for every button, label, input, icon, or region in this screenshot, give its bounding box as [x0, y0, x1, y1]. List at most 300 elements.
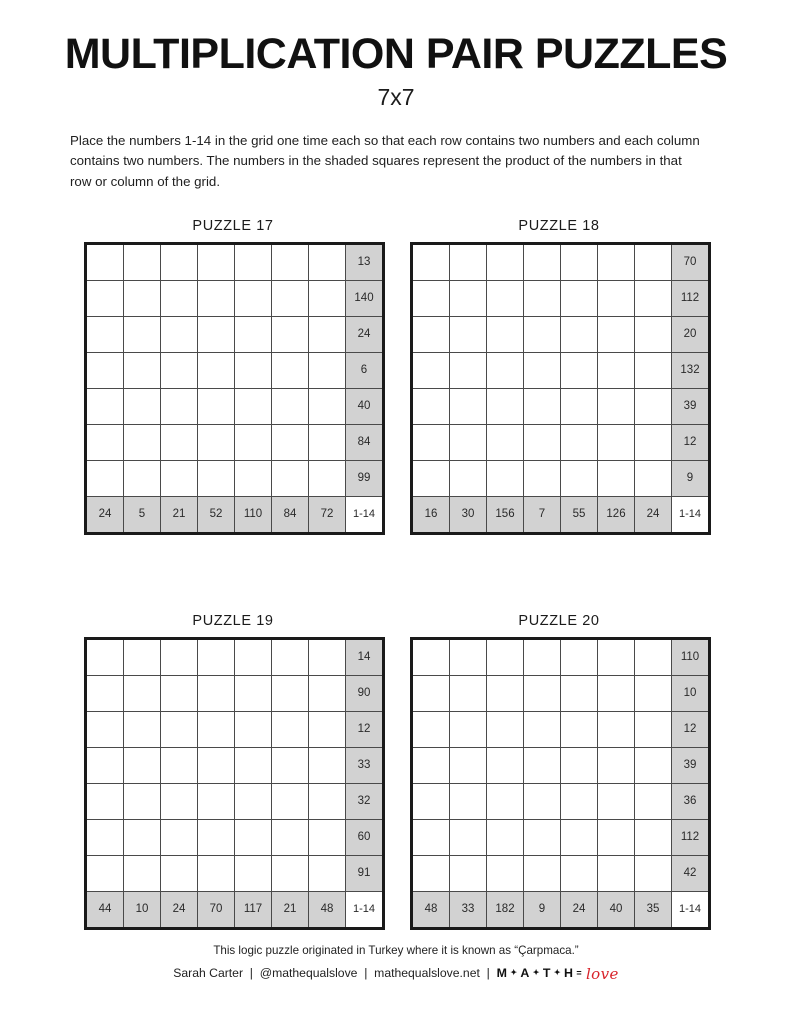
grid-row: [412, 747, 710, 783]
grid-cell-empty[interactable]: [635, 352, 672, 388]
grid-cell-empty[interactable]: [309, 243, 346, 280]
instructions-text: Place the numbers 1-14 in the grid one time each so that each row contains two numbers and each column contains two numbers. The numbers in the shaded squares represent the product of the numbers in that row or column of the grid.: [70, 133, 700, 189]
grid-cell-empty[interactable]: [272, 855, 309, 891]
column-product-clue: 33: [450, 891, 487, 928]
grid-cell-empty[interactable]: [450, 460, 487, 496]
column-product-clue: 117: [235, 891, 272, 928]
grid-cell-empty[interactable]: [198, 243, 235, 280]
grid-cell-empty[interactable]: [124, 424, 161, 460]
puzzle-20-label: PUZZLE 20: [518, 612, 600, 629]
grid-row: [86, 424, 384, 460]
row-product-clue: 39: [672, 747, 710, 783]
grid-cell-empty[interactable]: [412, 855, 450, 891]
grid-cell-empty[interactable]: [272, 280, 309, 316]
grid-cell-empty[interactable]: [412, 638, 450, 675]
grid-row-column-products: [412, 496, 710, 533]
grid-cell-empty[interactable]: [635, 280, 672, 316]
grid-row: [412, 711, 710, 747]
grid-cell-empty[interactable]: [598, 819, 635, 855]
grid-cell-empty[interactable]: [487, 675, 524, 711]
grid-cell-empty[interactable]: [309, 747, 346, 783]
grid-cell-empty[interactable]: [124, 675, 161, 711]
grid-cell-empty[interactable]: [524, 316, 561, 352]
grid-cell-empty[interactable]: [161, 280, 198, 316]
logo-letter-h: H: [563, 966, 574, 980]
grid-cell-empty[interactable]: [524, 388, 561, 424]
grid-cell-empty[interactable]: [235, 675, 272, 711]
grid-row: [86, 783, 384, 819]
grid-cell-empty[interactable]: [635, 747, 672, 783]
row-product-clue: 140: [346, 280, 384, 316]
grid-cell-empty[interactable]: [161, 747, 198, 783]
grid-cell-empty[interactable]: [161, 675, 198, 711]
grid-cell-empty[interactable]: [272, 388, 309, 424]
grid-cell-empty[interactable]: [635, 460, 672, 496]
grid-cell-empty[interactable]: [124, 855, 161, 891]
grid-cell-empty[interactable]: [161, 783, 198, 819]
grid-cell-empty[interactable]: [272, 243, 309, 280]
grid-cell-empty[interactable]: [635, 819, 672, 855]
grid-cell-empty[interactable]: [450, 819, 487, 855]
grid-cell-empty[interactable]: [235, 783, 272, 819]
row-product-clue: 24: [346, 316, 384, 352]
grid-cell-empty[interactable]: [524, 280, 561, 316]
grid-cell-empty[interactable]: [561, 855, 598, 891]
column-product-clue: 24: [635, 496, 672, 533]
grid-cell-empty[interactable]: [635, 424, 672, 460]
grid-cell-empty[interactable]: [124, 783, 161, 819]
grid-cell-empty[interactable]: [487, 352, 524, 388]
grid-cell-empty[interactable]: [198, 783, 235, 819]
row-product-clue: 33: [346, 747, 384, 783]
grid-cell-empty[interactable]: [309, 711, 346, 747]
row-product-clue: 42: [672, 855, 710, 891]
grid-cell-empty[interactable]: [524, 819, 561, 855]
grid-cell-empty[interactable]: [235, 819, 272, 855]
grid-cell-empty[interactable]: [86, 388, 124, 424]
grid-cell-empty[interactable]: [86, 424, 124, 460]
grid-cell-empty[interactable]: [450, 243, 487, 280]
grid-cell-empty[interactable]: [198, 460, 235, 496]
grid-cell-empty[interactable]: [309, 352, 346, 388]
grid-cell-empty[interactable]: [198, 675, 235, 711]
grid-cell-empty[interactable]: [412, 675, 450, 711]
puzzle-19: [84, 613, 382, 930]
logo-star-icon-2: ✦: [532, 967, 540, 977]
row-product-clue: 91: [346, 855, 384, 891]
grid-cell-empty[interactable]: [450, 711, 487, 747]
grid-cell-empty[interactable]: [561, 747, 598, 783]
grid-cell-empty[interactable]: [487, 855, 524, 891]
grid-cell-empty[interactable]: [124, 352, 161, 388]
grid-cell-empty[interactable]: [450, 675, 487, 711]
grid-cell-empty[interactable]: [198, 747, 235, 783]
logo-equals-sign: =: [576, 968, 582, 978]
grid-cell-empty[interactable]: [487, 819, 524, 855]
grid-cell-empty[interactable]: [487, 388, 524, 424]
grid-cell-empty[interactable]: [309, 783, 346, 819]
footer-origin-note: This logic puzzle originated in Turkey where it is known as “Çarpmaca.”: [213, 944, 579, 957]
grid-cell-empty[interactable]: [450, 388, 487, 424]
grid-cell-empty[interactable]: [86, 280, 124, 316]
column-product-clue: 55: [561, 496, 598, 533]
grid-cell-empty[interactable]: [235, 747, 272, 783]
grid-cell-empty[interactable]: [235, 460, 272, 496]
grid-cell-empty[interactable]: [635, 388, 672, 424]
grid-row: [412, 243, 710, 280]
logo-love-script: love: [585, 965, 619, 983]
grid-cell-empty[interactable]: [161, 855, 198, 891]
grid-row: [412, 352, 710, 388]
grid-cell-empty[interactable]: [561, 424, 598, 460]
grid-cell-empty[interactable]: [161, 819, 198, 855]
grid-cell-empty[interactable]: [412, 243, 450, 280]
grid-cell-empty[interactable]: [235, 352, 272, 388]
puzzle-17-label: PUZZLE 17: [192, 217, 274, 234]
grid-cell-empty[interactable]: [450, 783, 487, 819]
grid-cell-empty[interactable]: [487, 638, 524, 675]
grid-cell-empty[interactable]: [309, 675, 346, 711]
grid-cell-empty[interactable]: [487, 747, 524, 783]
grid-cell-empty[interactable]: [272, 460, 309, 496]
logo-star-icon-3: ✦: [553, 967, 561, 977]
grid-cell-empty[interactable]: [309, 316, 346, 352]
grid-cell-empty[interactable]: [524, 352, 561, 388]
grid-row: [412, 783, 710, 819]
row-product-clue: 20: [672, 316, 710, 352]
row-product-clue: 12: [672, 424, 710, 460]
grid-cell-empty[interactable]: [309, 424, 346, 460]
grid-cell-empty[interactable]: [86, 638, 124, 675]
grid-cell-empty[interactable]: [124, 316, 161, 352]
grid-cell-empty[interactable]: [561, 460, 598, 496]
grid-cell-empty[interactable]: [524, 855, 561, 891]
grid-cell-empty[interactable]: [561, 388, 598, 424]
grid-cell-empty[interactable]: [450, 352, 487, 388]
grid-cell-empty[interactable]: [635, 638, 672, 675]
column-product-clue: 70: [198, 891, 235, 928]
grid-cell-empty[interactable]: [272, 711, 309, 747]
grid-cell-empty[interactable]: [487, 460, 524, 496]
grid-cell-empty[interactable]: [598, 388, 635, 424]
grid-cell-empty[interactable]: [412, 460, 450, 496]
grid-cell-empty[interactable]: [412, 819, 450, 855]
grid-cell-empty[interactable]: [412, 352, 450, 388]
grid-cell-empty[interactable]: [487, 783, 524, 819]
grid-cell-empty[interactable]: [412, 388, 450, 424]
grid-cell-empty[interactable]: [487, 424, 524, 460]
grid-cell-empty[interactable]: [235, 388, 272, 424]
grid-cell-empty[interactable]: [161, 316, 198, 352]
grid-cell-empty[interactable]: [450, 424, 487, 460]
grid-row: [86, 711, 384, 747]
grid-cell-empty[interactable]: [272, 783, 309, 819]
grid-row: [412, 460, 710, 496]
grid-row: [86, 675, 384, 711]
grid-cell-empty[interactable]: [161, 352, 198, 388]
grid-cell-empty[interactable]: [86, 819, 124, 855]
row-product-clue: 90: [346, 675, 384, 711]
column-product-clue: 24: [561, 891, 598, 928]
grid-row: [86, 638, 384, 675]
grid-cell-empty[interactable]: [309, 819, 346, 855]
grid-cell-empty[interactable]: [561, 819, 598, 855]
grid-cell-empty[interactable]: [598, 855, 635, 891]
column-product-clue: 44: [86, 891, 124, 928]
grid-cell-empty[interactable]: [487, 711, 524, 747]
grid-cell-empty[interactable]: [124, 638, 161, 675]
puzzle-17-grid[interactable]: [84, 242, 385, 535]
grid-cell-empty[interactable]: [235, 638, 272, 675]
grid-row: [412, 819, 710, 855]
grid-row: [412, 638, 710, 675]
footer-credit-text: Sarah Carter | @mathequalslove | mathequalslove.net |: [173, 966, 497, 980]
grid-row: [412, 316, 710, 352]
column-product-clue: 110: [235, 496, 272, 533]
grid-cell-empty[interactable]: [635, 783, 672, 819]
grid-cell-empty[interactable]: [487, 243, 524, 280]
row-product-clue: 9: [672, 460, 710, 496]
grid-cell-empty[interactable]: [524, 675, 561, 711]
grid-cell-empty[interactable]: [161, 243, 198, 280]
grid-cell-empty[interactable]: [124, 243, 161, 280]
grid-cell-empty[interactable]: [198, 424, 235, 460]
grid-cell-empty[interactable]: [198, 711, 235, 747]
grid-cell-empty[interactable]: [235, 316, 272, 352]
grid-cell-empty[interactable]: [198, 352, 235, 388]
grid-cell-empty[interactable]: [86, 352, 124, 388]
grid-cell-empty[interactable]: [635, 243, 672, 280]
column-product-clue: 126: [598, 496, 635, 533]
grid-cell-empty[interactable]: [412, 711, 450, 747]
grid-cell-empty[interactable]: [561, 638, 598, 675]
grid-cell-empty[interactable]: [450, 280, 487, 316]
puzzle-19-label: PUZZLE 19: [192, 612, 274, 629]
grid-cell-empty[interactable]: [524, 783, 561, 819]
grid-cell-empty[interactable]: [598, 243, 635, 280]
grid-cell-empty[interactable]: [86, 747, 124, 783]
grid-cell-empty[interactable]: [124, 711, 161, 747]
grid-cell-empty[interactable]: [272, 747, 309, 783]
row-product-clue: 60: [346, 819, 384, 855]
grid-cell-empty[interactable]: [598, 280, 635, 316]
grid-cell-empty[interactable]: [235, 243, 272, 280]
puzzles-container: [0, 218, 792, 930]
grid-cell-empty[interactable]: [561, 243, 598, 280]
grid-cell-empty[interactable]: [124, 280, 161, 316]
page-title: MULTIPLICATION PAIR PUZZLES: [64, 30, 728, 78]
row-product-clue: 112: [672, 280, 710, 316]
row-product-clue: 132: [672, 352, 710, 388]
row-product-clue: 99: [346, 460, 384, 496]
grid-cell-empty[interactable]: [161, 460, 198, 496]
grid-cell-empty[interactable]: [598, 352, 635, 388]
puzzle-17: [84, 218, 382, 535]
logo-letter-t: T: [542, 966, 551, 980]
grid-cell-empty[interactable]: [86, 711, 124, 747]
grid-cell-empty[interactable]: [124, 460, 161, 496]
grid-cell-empty[interactable]: [124, 388, 161, 424]
puzzle-18-grid[interactable]: [410, 242, 711, 535]
grid-cell-empty[interactable]: [86, 675, 124, 711]
column-product-clue: 72: [309, 496, 346, 533]
grid-cell-empty[interactable]: [635, 675, 672, 711]
grid-cell-empty[interactable]: [235, 280, 272, 316]
grid-cell-empty[interactable]: [161, 711, 198, 747]
grid-cell-empty[interactable]: [524, 747, 561, 783]
grid-cell-empty[interactable]: [561, 711, 598, 747]
grid-cell-empty[interactable]: [86, 460, 124, 496]
grid-cell-empty[interactable]: [412, 280, 450, 316]
page-subtitle: 7x7: [377, 84, 415, 111]
logo-star-icon-1: ✦: [510, 967, 518, 977]
grid-row: [412, 280, 710, 316]
grid-cell-empty[interactable]: [561, 280, 598, 316]
grid-cell-empty[interactable]: [450, 316, 487, 352]
grid-cell-empty[interactable]: [272, 316, 309, 352]
row-product-clue: 40: [346, 388, 384, 424]
grid-cell-empty[interactable]: [272, 352, 309, 388]
grid-cell-empty[interactable]: [124, 747, 161, 783]
grid-cell-empty[interactable]: [272, 819, 309, 855]
grid-cell-empty[interactable]: [309, 388, 346, 424]
row-product-clue: 14: [346, 638, 384, 675]
grid-cell-empty[interactable]: [524, 638, 561, 675]
logo-letter-a: A: [520, 966, 530, 980]
grid-cell-empty[interactable]: [524, 711, 561, 747]
grid-cell-empty[interactable]: [450, 747, 487, 783]
column-product-clue: 48: [412, 891, 450, 928]
column-product-clue: 10: [124, 891, 161, 928]
grid-cell-empty[interactable]: [524, 460, 561, 496]
grid-cell-empty[interactable]: [86, 783, 124, 819]
grid-row: [86, 243, 384, 280]
row-product-clue: 70: [672, 243, 710, 280]
column-product-clue: 24: [161, 891, 198, 928]
grid-corner-range-label: 1-14: [672, 891, 710, 928]
column-product-clue: 24: [86, 496, 124, 533]
grid-cell-empty[interactable]: [235, 855, 272, 891]
grid-cell-empty[interactable]: [86, 855, 124, 891]
column-product-clue: 156: [487, 496, 524, 533]
grid-cell-empty[interactable]: [524, 243, 561, 280]
math-equals-love-logo: [497, 964, 619, 982]
grid-cell-empty[interactable]: [450, 855, 487, 891]
grid-cell-empty[interactable]: [635, 855, 672, 891]
grid-row: [86, 855, 384, 891]
grid-cell-empty[interactable]: [309, 855, 346, 891]
grid-row: [86, 280, 384, 316]
grid-cell-empty[interactable]: [487, 280, 524, 316]
grid-cell-empty[interactable]: [412, 316, 450, 352]
row-product-clue: 110: [672, 638, 710, 675]
grid-row: [412, 675, 710, 711]
column-product-clue: 21: [272, 891, 309, 928]
grid-cell-empty[interactable]: [561, 352, 598, 388]
grid-cell-empty[interactable]: [412, 424, 450, 460]
grid-cell-empty[interactable]: [272, 638, 309, 675]
grid-row-column-products: [412, 891, 710, 928]
grid-corner-range-label: 1-14: [346, 496, 384, 533]
grid-row: [86, 352, 384, 388]
grid-cell-empty[interactable]: [598, 747, 635, 783]
grid-row: [86, 316, 384, 352]
grid-row-column-products: [86, 496, 384, 533]
column-product-clue: 5: [124, 496, 161, 533]
grid-cell-empty[interactable]: [487, 316, 524, 352]
puzzle-18: [410, 218, 708, 535]
grid-cell-empty[interactable]: [561, 316, 598, 352]
grid-cell-empty[interactable]: [272, 424, 309, 460]
row-product-clue: 112: [672, 819, 710, 855]
row-product-clue: 12: [672, 711, 710, 747]
grid-cell-empty[interactable]: [198, 316, 235, 352]
grid-cell-empty[interactable]: [598, 638, 635, 675]
grid-cell-empty[interactable]: [561, 783, 598, 819]
grid-cell-empty[interactable]: [272, 675, 309, 711]
puzzle-row-top: [0, 218, 792, 535]
grid-cell-empty[interactable]: [198, 855, 235, 891]
puzzle-19-grid[interactable]: [84, 637, 385, 930]
grid-cell-empty[interactable]: [86, 316, 124, 352]
grid-cell-empty[interactable]: [598, 460, 635, 496]
grid-cell-empty[interactable]: [161, 424, 198, 460]
grid-cell-empty[interactable]: [561, 675, 598, 711]
grid-cell-empty[interactable]: [161, 388, 198, 424]
grid-cell-empty[interactable]: [598, 424, 635, 460]
grid-cell-empty[interactable]: [198, 280, 235, 316]
grid-cell-empty[interactable]: [598, 783, 635, 819]
footer: [0, 944, 792, 982]
column-product-clue: 21: [161, 496, 198, 533]
grid-row-column-products: [86, 891, 384, 928]
grid-cell-empty[interactable]: [412, 783, 450, 819]
grid-corner-range-label: 1-14: [672, 496, 710, 533]
grid-cell-empty[interactable]: [309, 638, 346, 675]
grid-cell-empty[interactable]: [598, 316, 635, 352]
grid-cell-empty[interactable]: [635, 711, 672, 747]
grid-cell-empty[interactable]: [635, 316, 672, 352]
grid-cell-empty[interactable]: [412, 747, 450, 783]
grid-cell-empty[interactable]: [235, 711, 272, 747]
grid-row: [412, 855, 710, 891]
grid-cell-empty[interactable]: [86, 243, 124, 280]
grid-cell-empty[interactable]: [124, 819, 161, 855]
row-product-clue: 84: [346, 424, 384, 460]
column-product-clue: 30: [450, 496, 487, 533]
row-product-clue: 10: [672, 675, 710, 711]
grid-cell-empty[interactable]: [598, 711, 635, 747]
row-product-clue: 32: [346, 783, 384, 819]
puzzle-20-grid[interactable]: [410, 637, 711, 930]
grid-row: [86, 388, 384, 424]
grid-cell-empty[interactable]: [198, 819, 235, 855]
grid-cell-empty[interactable]: [598, 675, 635, 711]
row-product-clue: 36: [672, 783, 710, 819]
grid-cell-empty[interactable]: [450, 638, 487, 675]
grid-row: [412, 424, 710, 460]
column-product-clue: 182: [487, 891, 524, 928]
column-product-clue: 16: [412, 496, 450, 533]
grid-cell-empty[interactable]: [524, 424, 561, 460]
grid-cell-empty[interactable]: [161, 638, 198, 675]
grid-cell-empty[interactable]: [198, 638, 235, 675]
grid-cell-empty[interactable]: [235, 424, 272, 460]
grid-corner-range-label: 1-14: [346, 891, 384, 928]
grid-cell-empty[interactable]: [309, 460, 346, 496]
grid-cell-empty[interactable]: [309, 280, 346, 316]
grid-cell-empty[interactable]: [198, 388, 235, 424]
